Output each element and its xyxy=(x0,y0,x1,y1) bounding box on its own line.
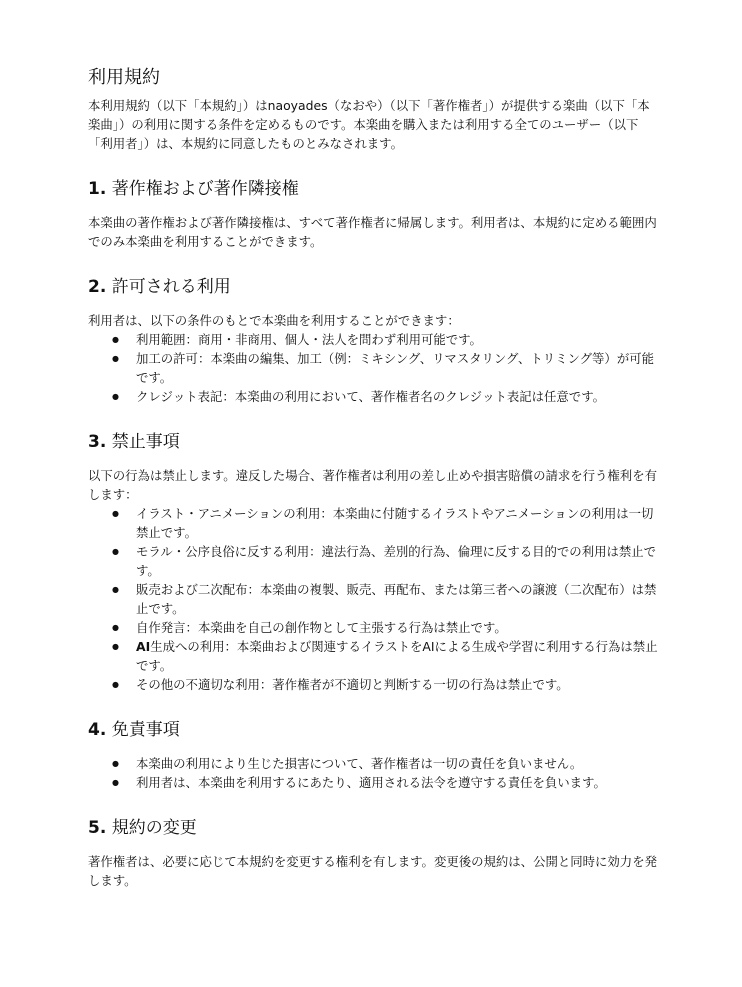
section-title: 著作権および著作隣接権 xyxy=(111,179,299,199)
permitted-use-list xyxy=(88,330,662,406)
section-heading-copyright xyxy=(88,177,662,201)
list-item: ● 利用範囲：商用・非商用、個人・法人を問わず利用可能です。 xyxy=(92,330,662,349)
list-item: ● 利用者は、本楽曲を利用するにあたり、適用される法令を遵守する責任を負います。 xyxy=(92,773,662,792)
list-item: ● その他の不適切な利用：著作権者が不適切と判断する一切の行為は禁止です。 xyxy=(92,675,662,694)
section-number: 5. xyxy=(88,818,107,838)
list-item: ● 本楽曲の利用により生じた損害について、著作権者は一切の責任を負いません。 xyxy=(92,754,662,773)
section-title: 規約の変更 xyxy=(111,818,197,838)
section-body-prohibited: 以下の行為は禁止します。違反した場合、著作権者は利用の差し止めや損害賠償の請求を行う権利を有します： xyxy=(88,468,657,502)
ai-prefix: AI xyxy=(136,639,151,654)
document-title: 利用規約 xyxy=(88,67,160,88)
section-number: 3. xyxy=(88,432,107,452)
prohibited-list xyxy=(88,504,662,694)
section-heading-permitted-use xyxy=(88,275,662,299)
section-body-permitted-use: 利用者は、以下の条件のもとで本楽曲を利用することができます： xyxy=(88,313,460,328)
section-title: 許可される利用 xyxy=(111,277,231,297)
section-heading-prohibited xyxy=(88,430,662,454)
list-item: ● イラスト・アニメーションの利用：本楽曲に付随するイラストやアニメーションの利用は一切禁止です。 xyxy=(92,504,662,542)
disclaimer-list xyxy=(88,754,662,792)
list-item-text: 生成への利用：本楽曲および関連するイラストをAIによる生成や学習に利用する行為は禁止です。 xyxy=(136,639,658,673)
list-item: ● モラル・公序良俗に反する利用：違法行為、差別的行為、倫理に反する目的での利用は禁止です。 xyxy=(92,542,662,580)
list-item: ● 販売および二次配布：本楽曲の複製、販売、再配布、または第三者への譲渡（二次配布）は禁止です。 xyxy=(92,580,662,618)
section-body-copyright: 本楽曲の著作権および著作隣接権は、すべて著作権者に帰属します。利用者は、本規約に定める範囲内でのみ本楽曲を利用することができます。 xyxy=(88,215,657,249)
section-number: 1. xyxy=(88,179,107,199)
intro-paragraph: 本利用規約（以下「本規約」）はnaoyades（なおや）（以下「著作権者」）が提供する楽曲（以下「本楽曲」）の利用に関する条件を定めるものです。本楽曲を購入または利用する全てのユーザー（以下「利用者」）は、本規約に同意したものとみなされます。 xyxy=(88,98,650,151)
list-item xyxy=(92,637,662,675)
section-body-changes: 著作権者は、必要に応じて本規約を変更する権利を有します。変更後の規約は、公開と同時に効力を発します。 xyxy=(88,854,657,888)
section-heading-changes xyxy=(88,816,662,840)
section-number: 4. xyxy=(88,720,107,740)
list-item: ● 自作発言：本楽曲を自己の創作物として主張する行為は禁止です。 xyxy=(92,618,662,637)
section-title: 禁止事項 xyxy=(111,432,180,452)
list-item: ● 加工の許可：本楽曲の編集、加工（例：ミキシング、リマスタリング、トリミング等）が可能です。 xyxy=(92,349,662,387)
section-number: 2. xyxy=(88,277,107,297)
section-heading-disclaimer xyxy=(88,718,662,742)
list-item: ● クレジット表記：本楽曲の利用において、著作権者名のクレジット表記は任意です。 xyxy=(92,387,662,406)
section-title: 免責事項 xyxy=(111,720,180,740)
